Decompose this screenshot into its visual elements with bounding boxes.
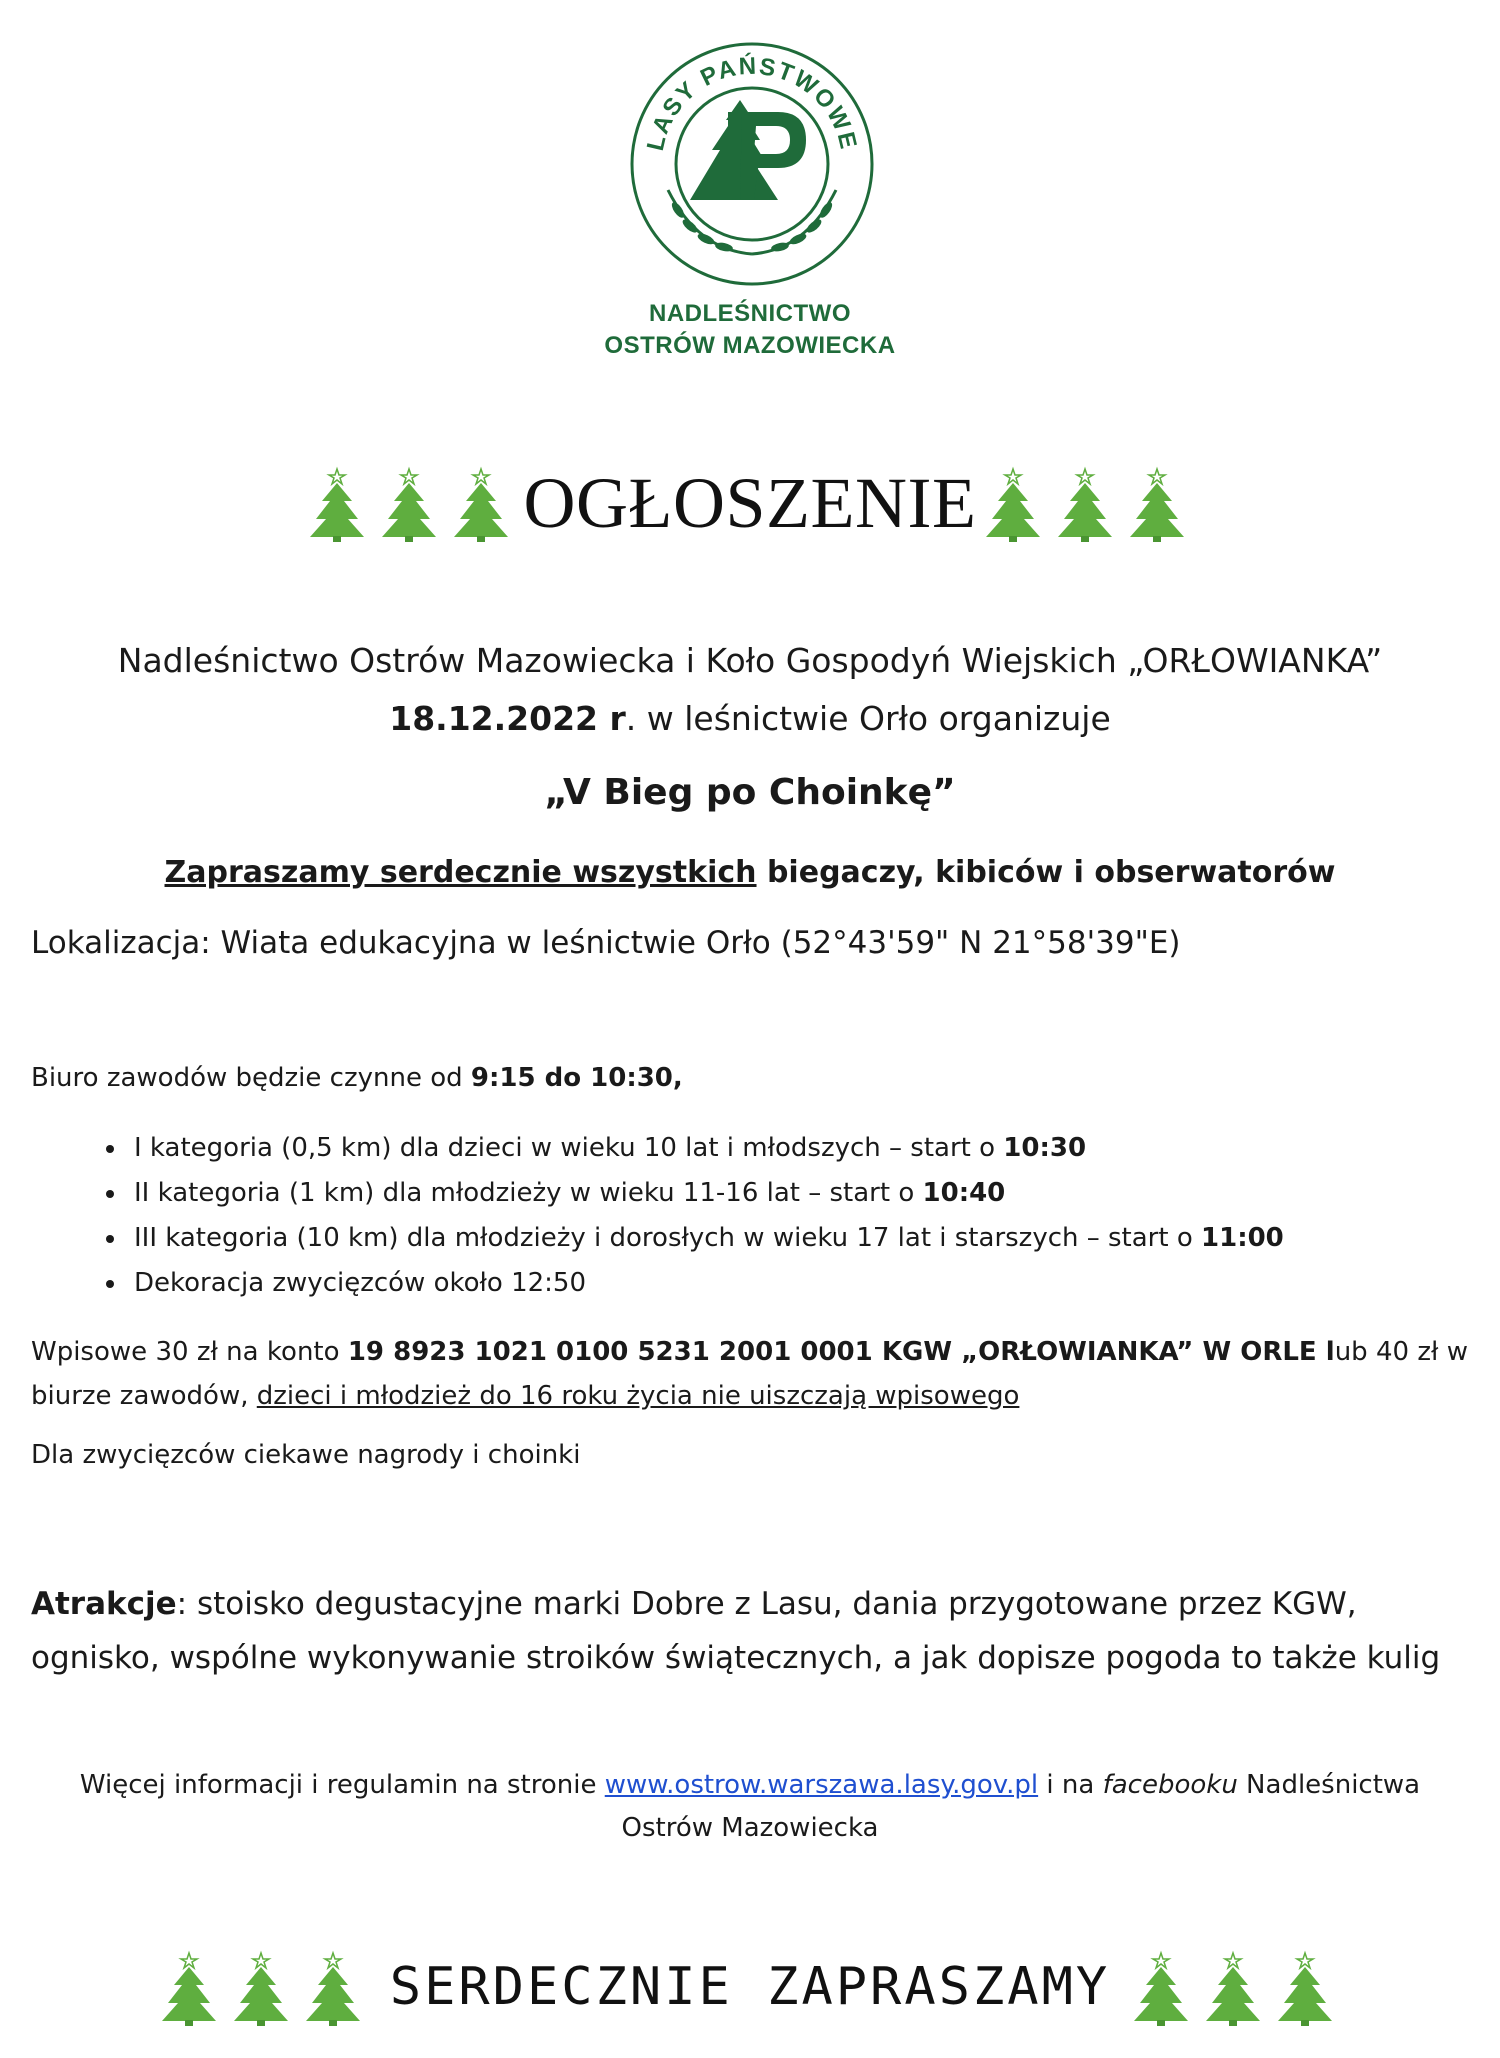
category-text: I kategoria (0,5 km) dla dzieci w wieku 10 lat i młodszych – start o [134, 1133, 1004, 1163]
list-item [128, 1216, 1428, 1261]
logo-line-district: OSTRÓW MAZOWIECKA [604, 332, 896, 359]
fee-part2: ub 40 zł w biurze zawodów, [31, 1337, 1468, 1411]
attractions-label: Atrakcje [31, 1586, 177, 1622]
office-hours: 9:15 do 10:30, [470, 1063, 683, 1093]
office-text: Biuro zawodów będzie czynne od [31, 1063, 471, 1093]
trees-right [1128, 1947, 1344, 2027]
category-text: II kategoria (1 km) dla młodzieży w wieku 11-16 lat – start o [134, 1178, 923, 1208]
invitation-line [0, 855, 1500, 890]
more-info-line1 [0, 1764, 1500, 1807]
office-hours-line [31, 1063, 1471, 1093]
trees-right [980, 463, 1196, 543]
announcement-title: OGŁOSZENIE [523, 462, 977, 543]
trees-left [156, 1947, 372, 2027]
prizes-line: Dla zwycięzców ciekawe nagrody i choinki [31, 1440, 581, 1470]
christmas-tree-icon [228, 1947, 294, 2027]
categories-list [88, 1126, 1428, 1306]
more-info-text: Nadleśnictwa [1237, 1770, 1421, 1800]
intro-line2 [0, 690, 1500, 748]
trees-left [304, 463, 520, 543]
footer-invitation: SERDECZNIE ZAPRASZAMY [389, 1957, 1111, 2017]
category-start-time: 10:40 [922, 1178, 1006, 1208]
logo-arc-text: LASY PAŃSTWOWE [641, 52, 863, 154]
location-line: Lokalizacja: Wiata edukacyjna w leśnictwie Orło (52°43'59" N 21°58'39"E) [31, 925, 1181, 961]
category-start-time: 10:30 [1003, 1133, 1087, 1163]
attractions-paragraph [31, 1577, 1471, 1685]
category-text: III kategoria (10 km) dla młodzieży i dorosłych w wieku 17 lat i starszych – start o [134, 1223, 1202, 1253]
list-item [128, 1171, 1428, 1216]
event-title: „V Bieg po Choinkę” [544, 772, 956, 813]
footer-row [0, 1942, 1500, 2032]
intro-line2-rest: . w leśnictwie Orło organizuje [625, 699, 1111, 738]
christmas-tree-icon [1052, 463, 1118, 543]
event-date: 18.12.2022 r [389, 699, 626, 738]
list-item [128, 1126, 1428, 1171]
christmas-tree-icon [1200, 1947, 1266, 2027]
more-info-text: i na [1038, 1770, 1103, 1800]
fee-part1: Wpisowe 30 zł na konto [31, 1337, 348, 1367]
christmas-tree-icon [376, 463, 442, 543]
christmas-tree-icon [300, 1947, 366, 2027]
christmas-tree-icon [304, 463, 370, 543]
christmas-tree-icon [1124, 463, 1190, 543]
christmas-tree-icon [156, 1947, 222, 2027]
list-item [128, 1261, 1428, 1306]
invitation-underlined: Zapraszamy serdecznie wszystkich [164, 855, 757, 890]
more-info-line2: Ostrów Mazowiecka [621, 1813, 879, 1843]
announcement-heading-row [0, 458, 1500, 548]
fee-exemption: dzieci i młodzież do 16 roku życia nie uiszczają wpisowego [256, 1381, 1020, 1411]
logo-line-nadlesnictwo: NADLEŚNICTWO [649, 300, 851, 327]
intro-line1: Nadleśnictwo Ostrów Mazowiecka i Koło Gospodyń Wiejskich „ORŁOWIANKA” [117, 641, 1383, 680]
christmas-tree-icon [1128, 1947, 1194, 2027]
website-link[interactable]: www.ostrow.warszawa.lasy.gov.pl [604, 1770, 1039, 1800]
intro-paragraph [0, 632, 1500, 748]
invitation-rest: biegaczy, kibiców i obserwatorów [756, 855, 1336, 890]
more-info-paragraph [0, 1764, 1500, 1850]
christmas-tree-icon [448, 463, 514, 543]
category-text: Dekoracja zwycięzców około 12:50 [134, 1268, 587, 1298]
christmas-tree-icon [980, 463, 1046, 543]
attractions-text: : stoisko degustacyjne marki Dobre z Lasu, dania przygotowane przez KGW, ognisko, wspólne wykonywanie stroików świątecznych, a jak dopisze pogoda to także kulig [31, 1586, 1441, 1676]
bank-account: 19 8923 1021 0100 5231 2001 0001 KGW „ORŁOWIANKA” W ORLE l [347, 1337, 1335, 1367]
more-info-text: Więcej informacji i regulamin na stronie [79, 1770, 605, 1800]
facebook-text: facebooku [1102, 1770, 1238, 1800]
lasy-panstwowe-logo-icon [628, 40, 876, 288]
christmas-tree-icon [1272, 1947, 1338, 2027]
category-start-time: 11:00 [1201, 1223, 1284, 1253]
entry-fee-paragraph [31, 1330, 1468, 1418]
